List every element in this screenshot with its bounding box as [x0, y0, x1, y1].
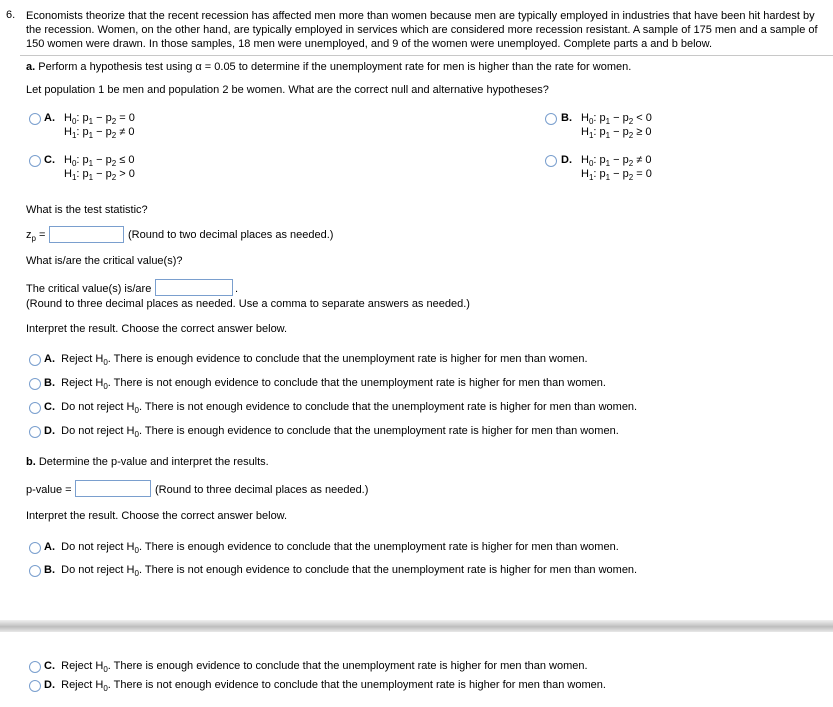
- critical-value-input[interactable]: [155, 279, 233, 296]
- choice-b-radio-b[interactable]: [29, 565, 41, 577]
- pvalue-input[interactable]: [75, 480, 151, 497]
- hypothesis-radio-d[interactable]: [545, 155, 557, 167]
- part-a-prompt: [26, 61, 631, 73]
- zp-label: $z_p$ =: [26, 229, 46, 243]
- null-hypothesis: $H_0$: $p_1 - p_2 = 0$: [64, 112, 135, 126]
- interpret-prompt-b: Interpret the result. Choose the correct answer below.: [26, 510, 288, 522]
- round-three-note: (Round to three decimal places as needed.): [155, 484, 369, 496]
- null-hypothesis: $H_0$: $p_1 - p_2 \ne 0$: [581, 154, 652, 168]
- question-number: 6.: [6, 9, 16, 21]
- choice-radio-c[interactable]: [29, 402, 41, 414]
- alt-hypothesis: $H_1$: $p_1 - p_2 \ge 0$: [581, 126, 652, 140]
- choice-a[interactable]: A. Reject $H_0$. There is enough evidence to conclude that the unemployment rate is higher for men than women.: [44, 353, 588, 367]
- test-stat-question: What is the test statistic?: [26, 204, 148, 216]
- choice-b-d[interactable]: D. Reject $H_0$. There is not enough evidence to conclude that the unemployment rate is higher for men than women.: [44, 679, 606, 693]
- hypothesis-radio-b[interactable]: [545, 113, 557, 125]
- critical-period: .: [235, 283, 239, 295]
- interpret-prompt-a: Interpret the result. Choose the correct answer below.: [26, 323, 288, 335]
- choice-radio-b[interactable]: [29, 378, 41, 390]
- hypothesis-radio-a[interactable]: [29, 113, 41, 125]
- round-two-note: (Round to two decimal places as needed.): [128, 229, 334, 241]
- choice-b-a[interactable]: A. Do not reject $H_0$. There is enough evidence to conclude that the unemployment rate is higher for men than women.: [44, 541, 619, 555]
- divider: [20, 55, 833, 56]
- page-separator: [0, 620, 833, 632]
- choice-b[interactable]: B. Reject $H_0$. There is not enough evidence to conclude that the unemployment rate is higher for men than women.: [44, 377, 606, 391]
- test-statistic-input[interactable]: [49, 226, 124, 243]
- part-b-prompt: [26, 456, 269, 468]
- pvalue-label: p-value =: [26, 484, 72, 496]
- choice-d[interactable]: D. Do not reject $H_0$. There is enough evidence to conclude that the unemployment rate is higher for men than women.: [44, 425, 619, 439]
- choice-radio-d[interactable]: [29, 426, 41, 438]
- critical-question: What is/are the critical value(s)?: [26, 255, 183, 267]
- alt-hypothesis: $H_1$: $p_1 - p_2 \ne 0$: [64, 126, 135, 140]
- critical-label: The critical value(s) is/are: [26, 283, 152, 295]
- critical-note: (Round to three decimal places as needed. Use a comma to separate answers as needed.): [26, 298, 470, 310]
- choice-b-radio-a[interactable]: [29, 542, 41, 554]
- question-stem: Economists theorize that the recent recession has affected men more than women because men are typically employed in industries that have been hit hardest by the recession. Women, on the other hand, are typically employed in services which are considered more recession resistant. A sample of 175 men and a sample of 150 women were drawn. In those samples, 18 men were unemployed, and 9 of the women were unemployed. Complete parts a and b below.: [26, 10, 818, 50]
- part-a-prompt-text: Perform a hypothesis test using α = 0.05 to determine if the unemployment rate for men is higher than the rate for women.: [35, 61, 632, 73]
- choice-c[interactable]: C. Do not reject $H_0$. There is not enough evidence to conclude that the unemployment rate is higher for men than women.: [44, 401, 638, 415]
- null-hypothesis: $H_0$: $p_1 - p_2 \le 0$: [64, 154, 135, 168]
- choice-radio-a[interactable]: [29, 354, 41, 366]
- population-text: Let population 1 be men and population 2 be women. What are the correct null and alternative hypotheses?: [26, 84, 549, 96]
- hypothesis-radio-c[interactable]: [29, 155, 41, 167]
- hypothesis-label: C.: [44, 154, 55, 166]
- part-b-prompt-text: Determine the p-value and interpret the results.: [35, 456, 269, 468]
- null-hypothesis: $H_0$: $p_1 - p_2 < 0$: [581, 112, 652, 126]
- hypothesis-label: B.: [561, 112, 572, 124]
- choice-b-radio-c[interactable]: [29, 661, 41, 673]
- choice-b-b[interactable]: B. Do not reject $H_0$. There is not enough evidence to conclude that the unemployment rate is higher for men than women.: [44, 564, 638, 578]
- part-b-letter: b.: [26, 456, 36, 468]
- part-a-letter: a.: [26, 61, 36, 73]
- choice-b-c[interactable]: C. Reject $H_0$. There is enough evidence to conclude that the unemployment rate is higher for men than women.: [44, 660, 588, 674]
- alt-hypothesis: $H_1$: $p_1 - p_2 > 0$: [64, 168, 135, 182]
- hypothesis-label: D.: [561, 154, 572, 166]
- choice-b-radio-d[interactable]: [29, 680, 41, 692]
- hypothesis-label: A.: [44, 112, 55, 124]
- alt-hypothesis: $H_1$: $p_1 - p_2 = 0$: [581, 168, 652, 182]
